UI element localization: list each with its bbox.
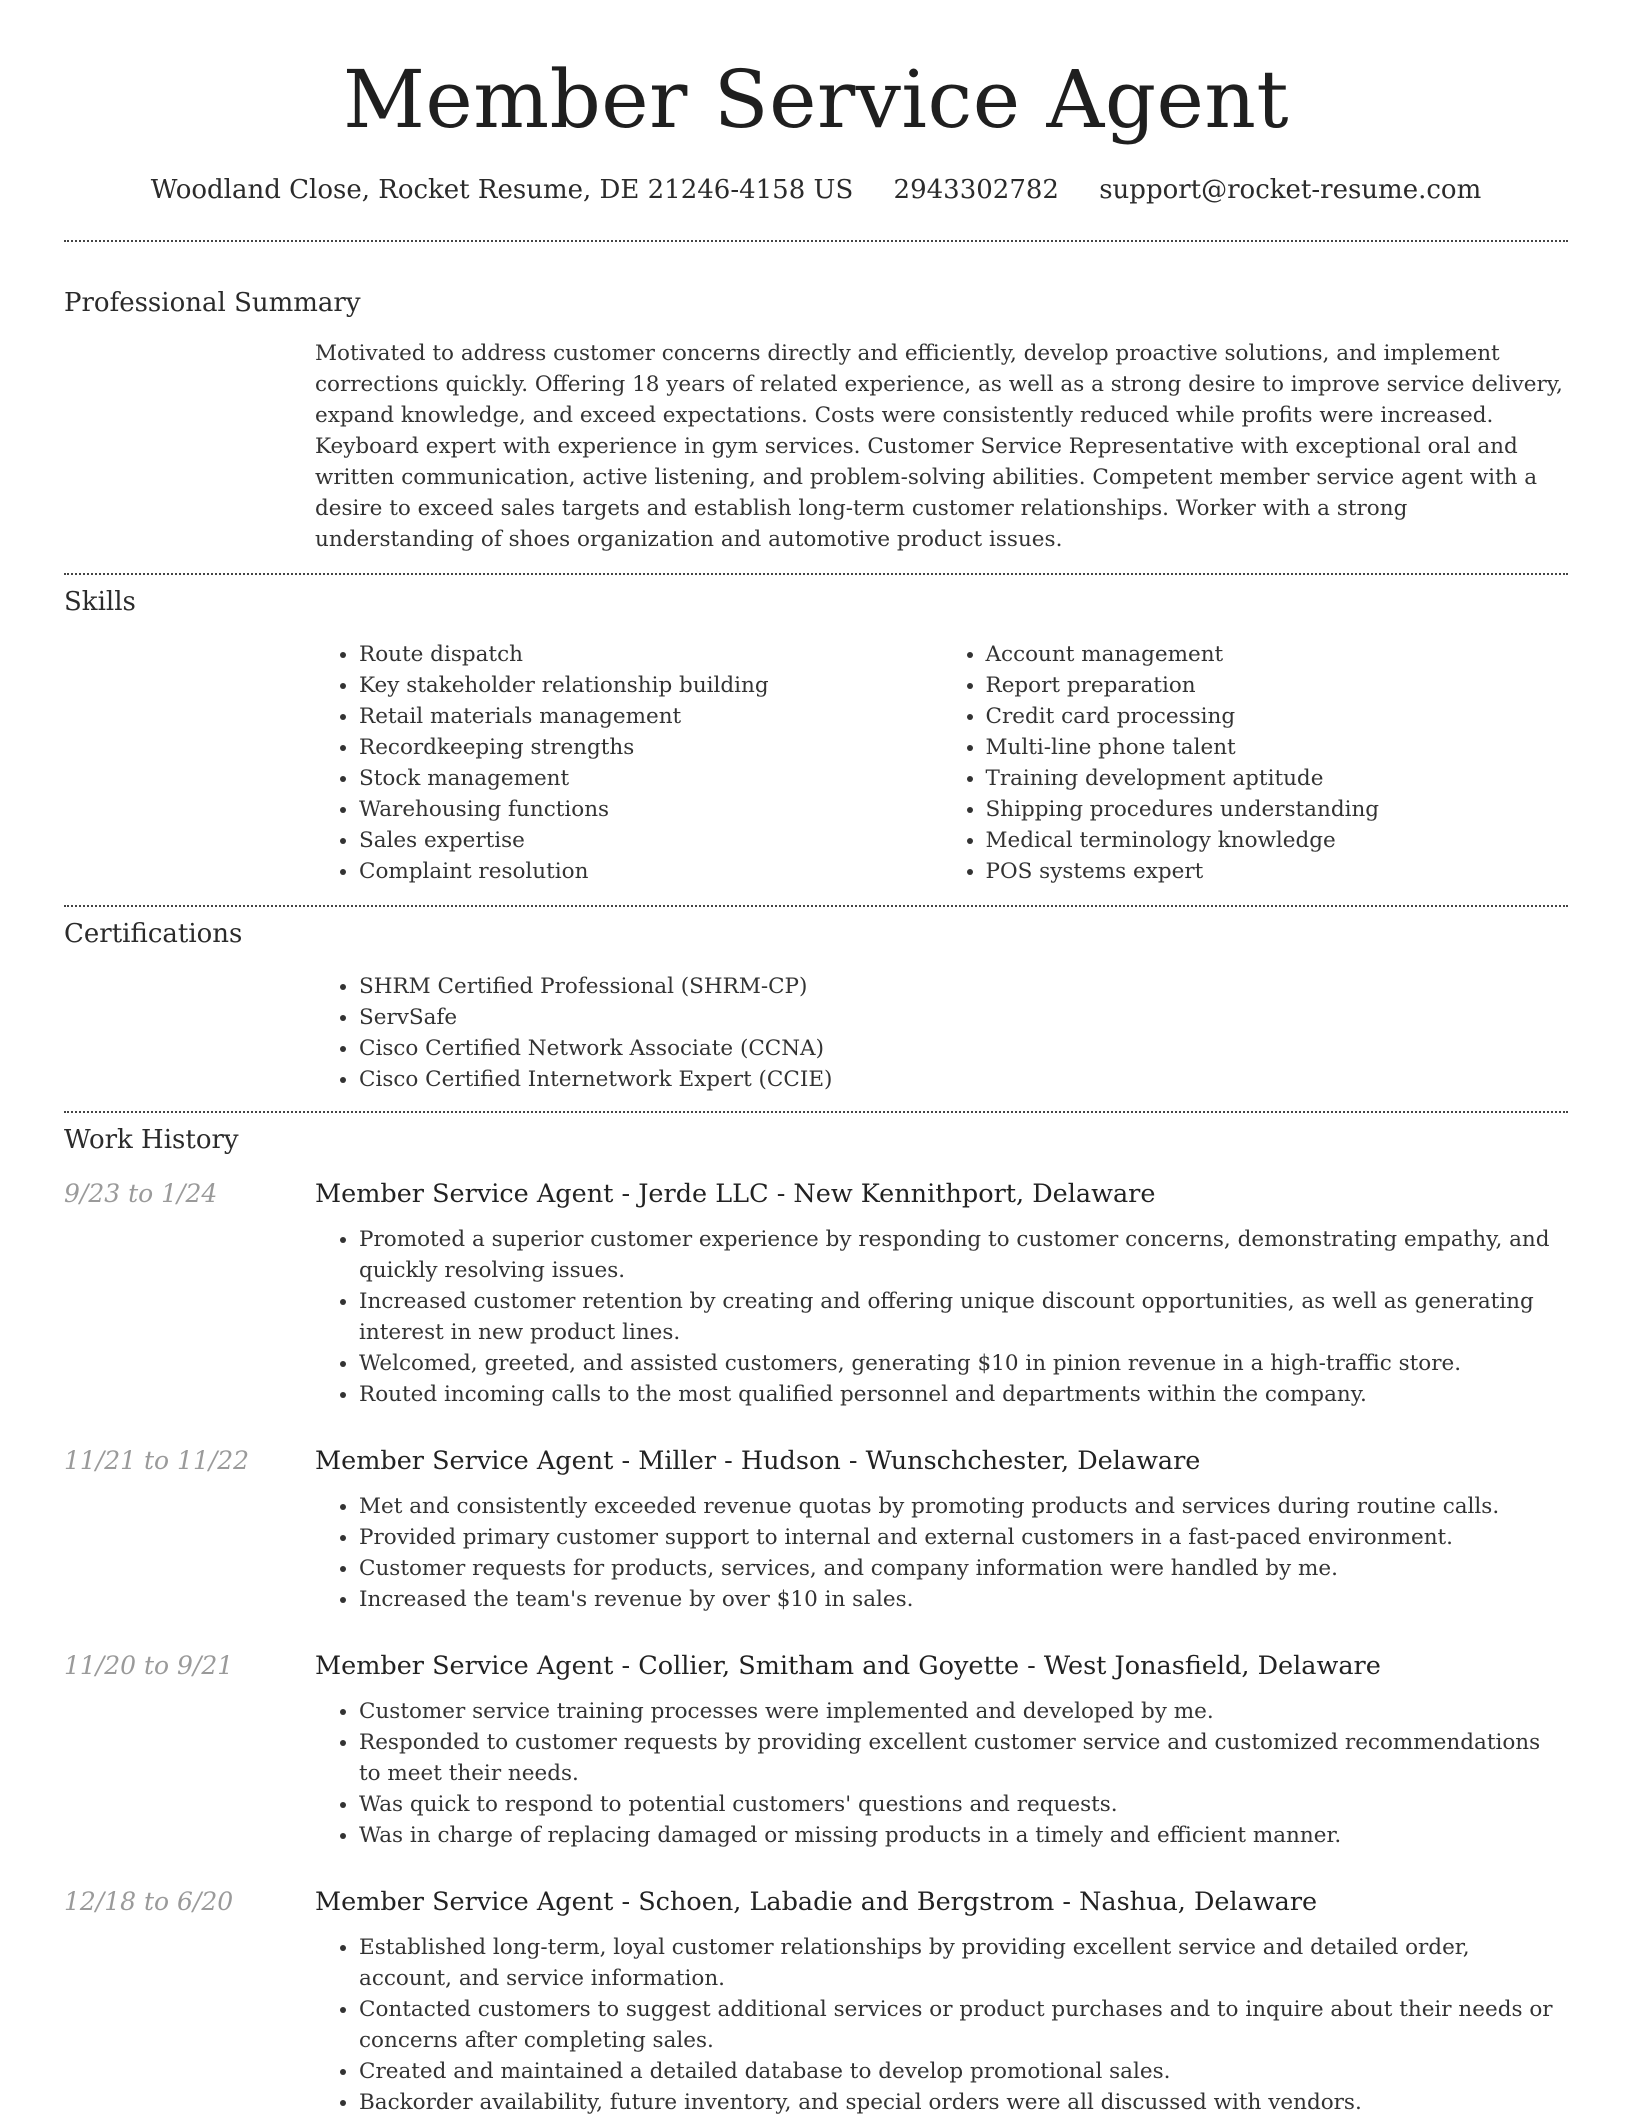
- list-item: • Created and maintained a detailed database to develop promotional sales.: [359, 2056, 1568, 2087]
- section-title-work-history: Work History: [64, 1125, 239, 1155]
- job-header: [64, 1444, 1568, 1478]
- contact-address: Woodland Close, Rocket Resume, DE 21246-4158 US: [150, 175, 854, 205]
- job-date: 12/18 to 6/20: [64, 1887, 234, 1916]
- list-item: • Cisco Certified Internetwork Expert (CCIE): [359, 1064, 1568, 1095]
- job-date: 9/23 to 1/24: [64, 1179, 218, 1208]
- list-item: • Report preparation: [986, 670, 1569, 701]
- section-title-skills: Skills: [64, 587, 136, 617]
- certifications-block: [315, 971, 1568, 1095]
- list-item: • Increased customer retention by creating and offering unique discount opportunities, as well as generating interest in new product lines.: [359, 1286, 1568, 1348]
- list-item: • Welcomed, greeted, and assisted customers, generating $10 in pinion revenue in a high-traffic store.: [359, 1348, 1568, 1379]
- contact-email: support@rocket-resume.com: [1099, 175, 1482, 205]
- list-item: • Was quick to respond to potential customers' questions and requests.: [359, 1789, 1568, 1820]
- list-item: • Warehousing functions: [359, 794, 942, 825]
- list-item: • Multi-line phone talent: [986, 732, 1569, 763]
- job-entry: [64, 1444, 1568, 1615]
- list-item: • Increased the team's revenue by over $10 in sales.: [359, 1584, 1568, 1615]
- section-title-summary: Professional Summary: [64, 288, 361, 318]
- list-item: • Retail materials management: [359, 701, 942, 732]
- list-item: • POS systems expert: [986, 856, 1569, 887]
- list-item: • Customer service training processes were implemented and developed by me.: [359, 1696, 1568, 1727]
- job-bullets: [315, 1224, 1568, 1410]
- job-bullet-list: [315, 1696, 1568, 1851]
- job-title: Member Service Agent - Collier, Smitham and Goyette - West Jonasfield, Delaware: [315, 1651, 1381, 1681]
- list-item: • ServSafe: [359, 1002, 1568, 1033]
- list-item: • Sales expertise: [359, 825, 942, 856]
- contact-line: [64, 172, 1568, 208]
- list-item: • Training development aptitude: [986, 763, 1569, 794]
- list-item: • Route dispatch: [359, 639, 942, 670]
- list-item: • Key stakeholder relationship building: [359, 670, 942, 701]
- list-item: • Stock management: [359, 763, 942, 794]
- certifications-list: [315, 971, 1568, 1095]
- job-bullet-list: [315, 1491, 1568, 1615]
- list-item: • Account management: [986, 639, 1569, 670]
- list-item: • Credit card processing: [986, 701, 1569, 732]
- section-skills: [64, 575, 1568, 887]
- work-history-list: [64, 1177, 1568, 2118]
- list-item: • Cisco Certified Network Associate (CCNA): [359, 1033, 1568, 1064]
- list-item: • Complaint resolution: [359, 856, 942, 887]
- list-item: • Routed incoming calls to the most qualified personnel and departments within the company.: [359, 1379, 1568, 1410]
- job-bullets: [315, 1932, 1568, 2118]
- list-item: • SHRM Certified Professional (SHRM-CP): [359, 971, 1568, 1002]
- job-title: Member Service Agent - Schoen, Labadie and Bergstrom - Nashua, Delaware: [315, 1887, 1318, 1917]
- section-work-history: [64, 1113, 1568, 2118]
- job-bullet-list: [315, 1224, 1568, 1410]
- job-date: 11/21 to 11/22: [64, 1446, 250, 1475]
- job-entry: [64, 1649, 1568, 1851]
- job-bullets: [315, 1696, 1568, 1851]
- job-bullet-list: [315, 1932, 1568, 2118]
- list-item: • Promoted a superior customer experience by responding to customer concerns, demonstrating empathy, and quickly resolving issues.: [359, 1224, 1568, 1286]
- section-summary: [64, 242, 1568, 555]
- job-bullets: [315, 1491, 1568, 1615]
- job-date: 11/20 to 9/21: [64, 1651, 234, 1680]
- contact-phone: 2943302782: [893, 175, 1059, 205]
- list-item: • Provided primary customer support to internal and external customers in a fast-paced environment.: [359, 1522, 1568, 1553]
- job-entry: [64, 1177, 1568, 1410]
- skills-list-right: [942, 639, 1569, 887]
- job-entry: [64, 1885, 1568, 2118]
- skills-list-left: [315, 639, 942, 887]
- list-item: • Contacted customers to suggest additional services or product purchases and to inquire about their needs or concerns after completing sales.: [359, 1994, 1568, 2056]
- list-item: • Met and consistently exceeded revenue quotas by promoting products and services during routine calls.: [359, 1491, 1568, 1522]
- list-item: • Backorder availability, future inventory, and special orders were all discussed with vendors.: [359, 2087, 1568, 2118]
- list-item: • Recordkeeping strengths: [359, 732, 942, 763]
- list-item: • Responded to customer requests by providing excellent customer service and customized recommendations to meet their needs.: [359, 1727, 1568, 1789]
- summary-text: Motivated to address customer concerns directly and efficiently, develop proactive solutions, and implement corrections quickly. Offering 18 years of related experience, as well as a strong desire to improve service delivery, expand knowledge, and exceed expectations. Costs were consistently reduced while profits were increased. Keyboard expert with experience in gym services. Customer Service Representative with exceptional oral and written communication, active listening, and problem-solving abilities. Competent member service agent with a desire to exceed sales targets and establish long-term customer relationships. Worker with a strong understanding of shoes organization and automotive product issues.: [315, 341, 1563, 552]
- section-certifications: [64, 907, 1568, 1095]
- job-header: [64, 1885, 1568, 1919]
- job-title: Member Service Agent - Jerde LLC - New Kennithport, Delaware: [315, 1179, 1156, 1209]
- list-item: • Established long-term, loyal customer relationships by providing excellent service and detailed order, account, and service information.: [359, 1932, 1568, 1994]
- job-title: Member Service Agent - Miller - Hudson - Wunschchester, Delaware: [315, 1446, 1201, 1476]
- list-item: • Was in charge of replacing damaged or missing products in a timely and efficient manner.: [359, 1820, 1568, 1851]
- skills-grid: [315, 639, 1568, 887]
- list-item: • Medical terminology knowledge: [986, 825, 1569, 856]
- list-item: • Shipping procedures understanding: [986, 794, 1569, 825]
- resume-name: Member Service Agent: [342, 53, 1290, 146]
- job-header: [64, 1649, 1568, 1683]
- job-header: [64, 1177, 1568, 1211]
- list-item: • Customer requests for products, services, and company information were handled by me.: [359, 1553, 1568, 1584]
- section-title-certifications: Certifications: [64, 919, 243, 949]
